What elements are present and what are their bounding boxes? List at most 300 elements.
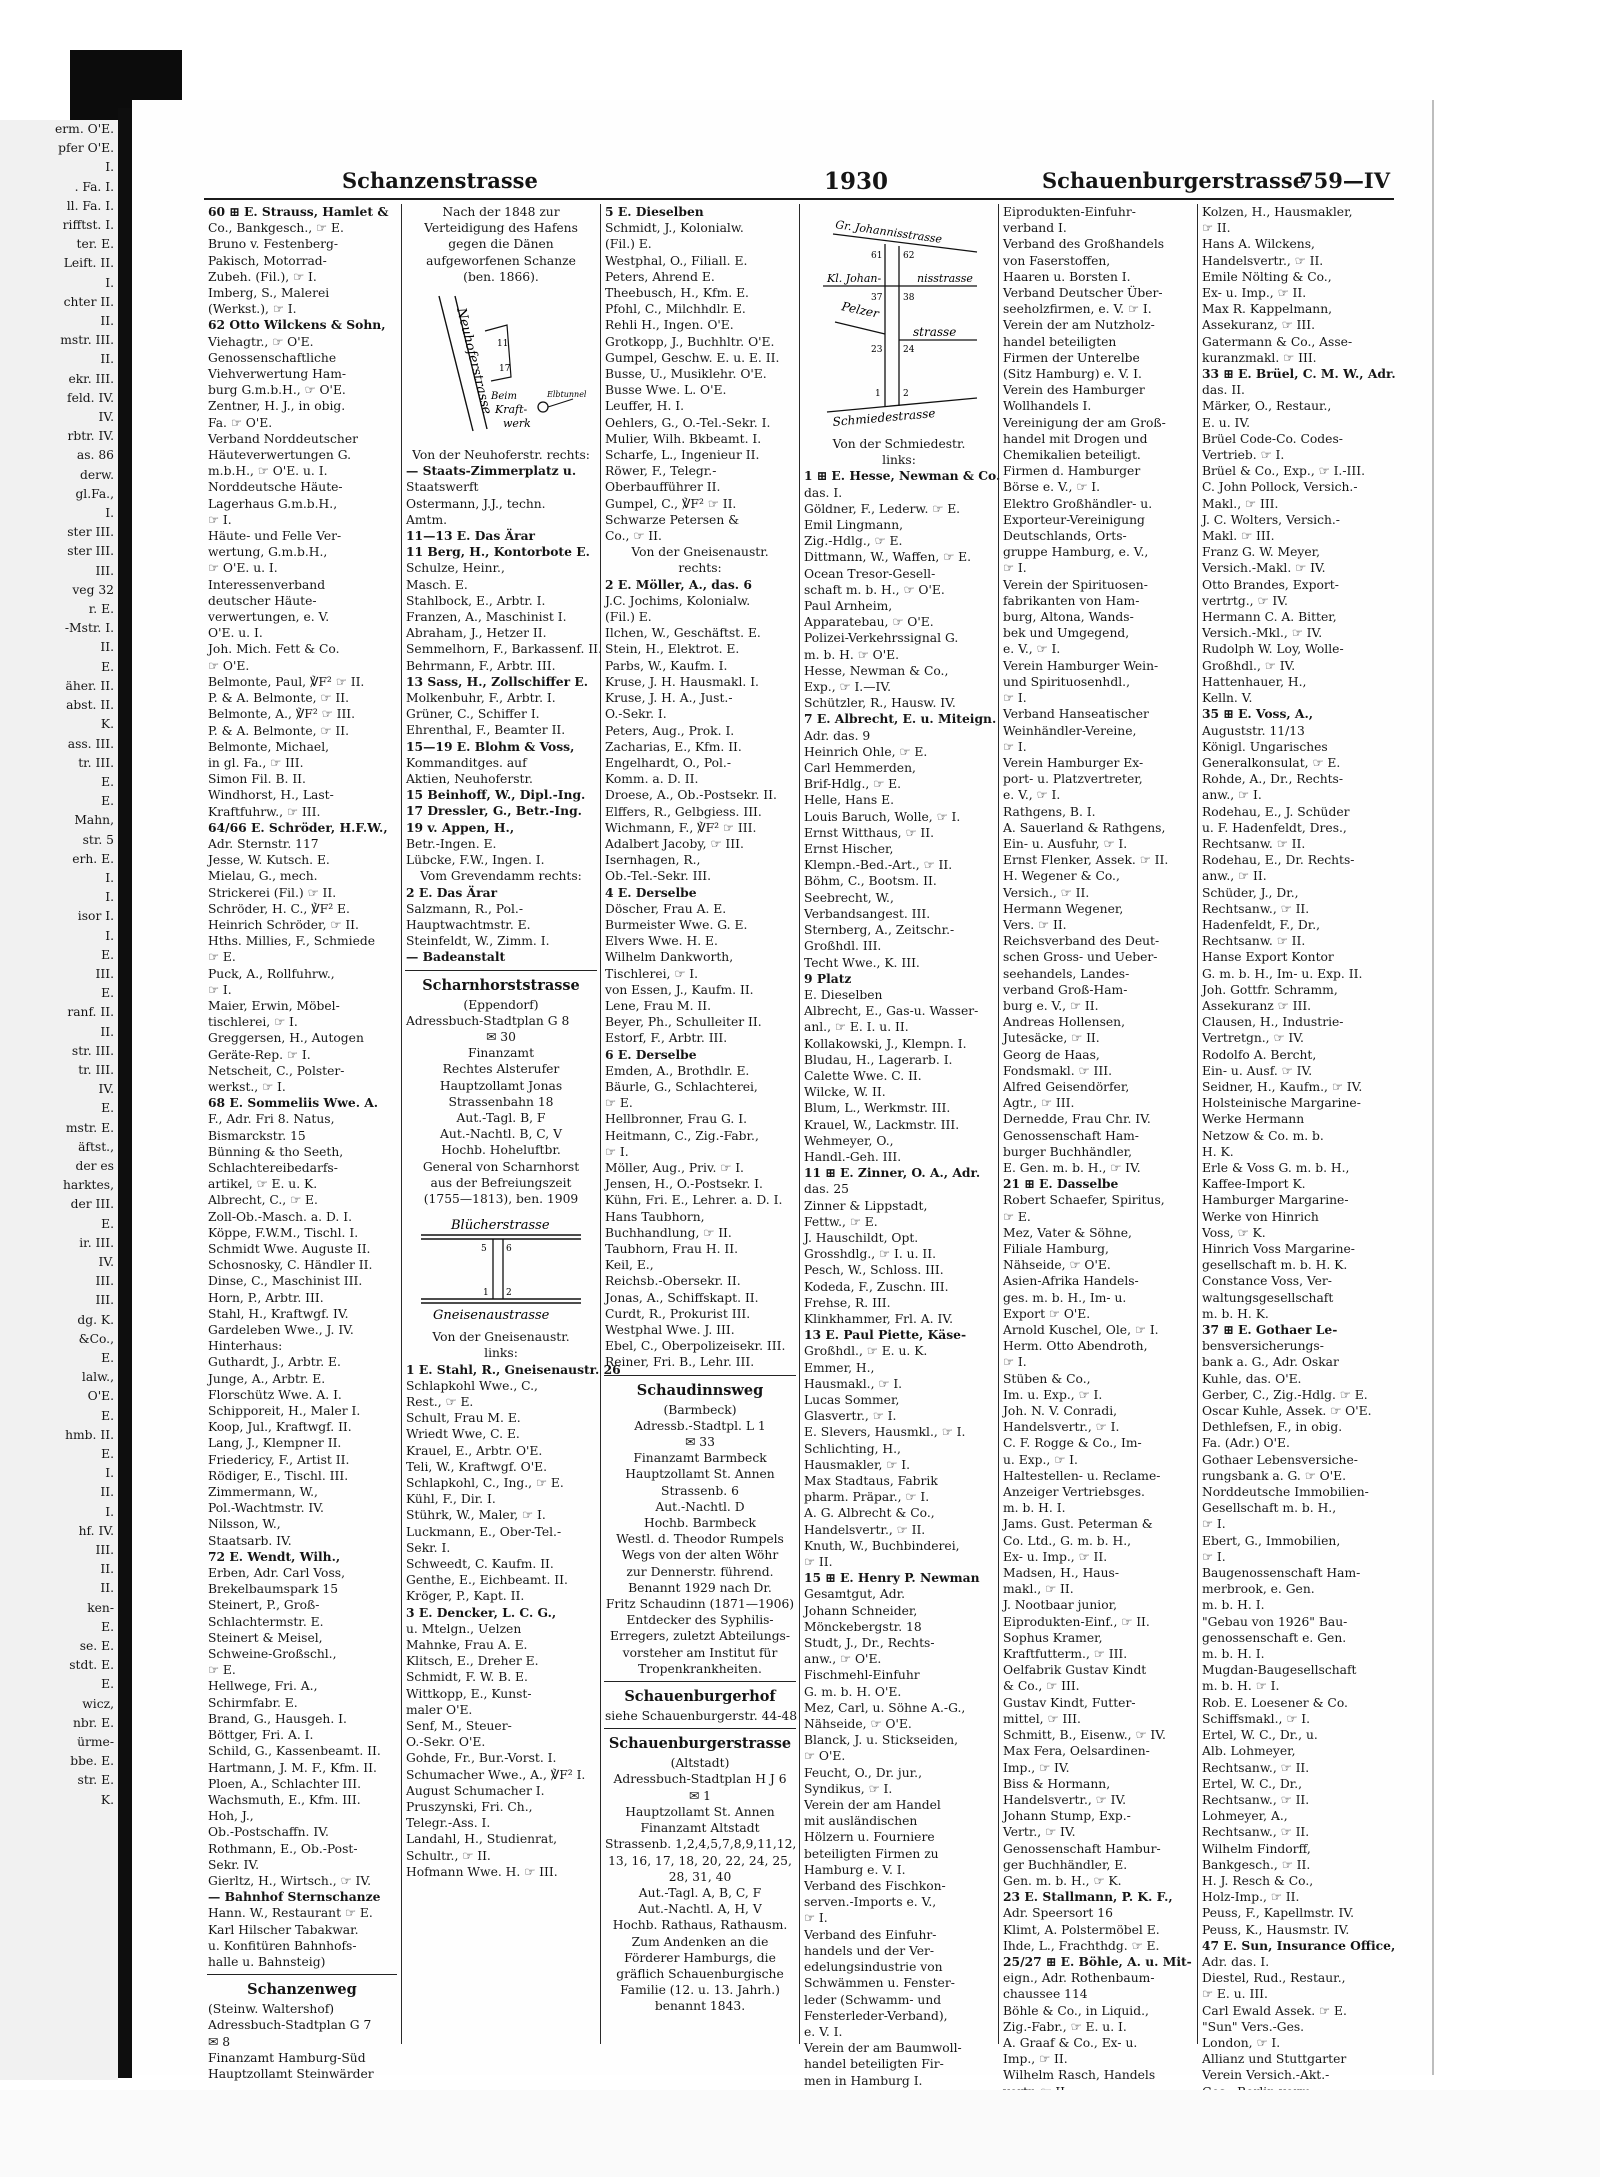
directory-entry: Schiffsmakl., ☞ I.: [1202, 1711, 1311, 1726]
directory-entry: Exp., ☞ I.—IV.: [804, 680, 892, 695]
directory-entry: Molkenbuhr, F., Arbtr. I.: [406, 691, 556, 706]
fragment-line: hf. IV.: [78, 1523, 114, 1538]
fragment-line: I.: [105, 506, 114, 521]
centered-note: Hochb. Rathaus, Rathausm.: [612, 1918, 788, 1933]
directory-entry: Rodehau, E., J. Schüder: [1202, 804, 1350, 819]
svg-text:1: 1: [875, 389, 881, 399]
directory-entry: 11 ⊞ E. Zinner, O. A., Adr.: [804, 1165, 981, 1181]
directory-entry: Brand, G., Hausgeh. I.: [208, 1711, 347, 1726]
directory-entry: Bismarckstr. 15: [208, 1128, 306, 1143]
directory-entry: Max Stadtaus, Fabrik: [804, 1474, 938, 1488]
directory-entry: G. m. b. H. O'E.: [804, 1684, 902, 1699]
directory-entry: A. Sauerland & Rathgens,: [1003, 820, 1166, 835]
fragment-line: isor I.: [77, 909, 114, 924]
directory-entry: Kruse, J. H. Hausmakl. I.: [605, 674, 759, 689]
directory-entry: Knuth, W., Buchbinderei,: [804, 1538, 960, 1553]
centered-note: ✉ 33: [685, 1435, 715, 1450]
directory-entry: 9 Platz: [804, 970, 852, 986]
fragment-line: ll. Fa. I.: [66, 198, 114, 213]
directory-entry: Klinkhammer, Frl. A. IV.: [804, 1311, 953, 1326]
directory-entry: Imp., ☞ IV.: [1003, 1760, 1070, 1775]
centered-note: Aut.-Nachtl. B, C, V: [440, 1127, 562, 1142]
fragment-line: gl.Fa.,: [75, 486, 114, 501]
fragment-line: III.: [95, 563, 114, 578]
directory-entry: 62 Otto Wilckens & Sohn,: [208, 317, 386, 333]
fragment-line: veg 32: [72, 582, 114, 597]
street-section-title: Schauenburgerhof: [624, 1688, 776, 1706]
column-5: [998, 204, 1197, 2083]
directory-entry: Schumacher Wwe., A., ℣F² I.: [406, 1767, 586, 1782]
svg-text:Blücherstrasse: Blücherstrasse: [451, 1218, 550, 1234]
directory-entry: Theebusch, H., Kfm. E.: [605, 286, 749, 301]
svg-text:11: 11: [497, 339, 509, 350]
directory-entry: Börse e. V., ☞ I.: [1003, 480, 1101, 495]
directory-entry: Kruse, J. H. A., Just.-: [605, 691, 733, 706]
directory-entry: Export ☞ O'E.: [1003, 1306, 1091, 1321]
directory-entry: Elvers Wwe. H. E.: [605, 934, 718, 949]
directory-entry: Versich.-Mkl., ☞ IV.: [1202, 626, 1323, 641]
directory-entry: Taubhorn, Frau H. II.: [605, 1242, 739, 1256]
directory-entry: Ebel, C., Oberpolizeisekr. III.: [605, 1339, 786, 1354]
directory-entry: mittel, ☞ III.: [1003, 1711, 1081, 1726]
centered-note: Verteidigung des Hafens: [424, 221, 578, 236]
directory-entry: Gatermann & Co., Asse-: [1202, 334, 1353, 349]
directory-entry: Puck, A., Rollfuhrw.,: [208, 966, 335, 981]
fragment-line: -Mstr. I.: [64, 621, 114, 636]
directory-entry: Werke Hermann: [1202, 1112, 1305, 1127]
directory-entry: Alb. Lohmeyer,: [1202, 1744, 1296, 1759]
directory-entry: Ostermann, J.J., techn.: [406, 496, 546, 511]
fragment-line: erh. E.: [72, 851, 114, 866]
street-section-title: Schaudinnsweg: [636, 1381, 764, 1399]
svg-text:5: 5: [481, 1244, 487, 1255]
directory-entry: 25/27 ⊞ E. Böhle, A. u. Mit-: [1003, 1953, 1192, 1969]
centered-note: General von Scharnhorst: [422, 1159, 580, 1174]
page-number: 759—IV: [1299, 168, 1390, 193]
centered-note: aufgeworfenen Schanze: [426, 253, 576, 268]
centered-note: 28, 31, 40: [668, 1869, 732, 1884]
directory-entry: 37 ⊞ E. Gothaer Le-: [1202, 1322, 1338, 1338]
directory-entry: Rechtsanw., ☞ II.: [1202, 1792, 1310, 1807]
directory-entry: Biss & Hormann,: [1003, 1776, 1111, 1791]
directory-entry: Filiale Hamburg,: [1003, 1242, 1109, 1256]
directory-entry: Genossenschaft Ham-: [1003, 1128, 1139, 1143]
directory-entry: Teli, W., Kraftwgf. O'E.: [406, 1459, 547, 1474]
directory-entry: Hellwege, Fri. A.,: [208, 1679, 318, 1694]
directory-entry: e. V., ☞ I.: [1003, 642, 1061, 657]
directory-entry: 47 E. Sun, Insurance Office,: [1202, 1937, 1396, 1953]
directory-entry: Helle, Hans E.: [804, 793, 895, 808]
directory-entry: Verband des Einfuhr-: [804, 1927, 937, 1942]
directory-entry: Mugdan-Baugesellschaft: [1202, 1663, 1357, 1678]
directory-entry: m. b. H. K.: [1202, 1306, 1269, 1321]
fragment-line: r. E.: [88, 602, 114, 617]
fragment-line: E.: [101, 659, 114, 674]
centered-note: rechts:: [678, 561, 722, 576]
directory-entry: Jesse, W. Kutsch. E.: [208, 853, 330, 868]
directory-entry: Fischmehl-Einfuhr: [804, 1668, 920, 1683]
fragment-line: Mahn,: [74, 813, 114, 828]
fragment-line: mstr. III.: [60, 333, 114, 348]
directory-entry: Salzmann, R., Pol.-: [406, 901, 523, 916]
directory-entry: Hermann Wegener,: [1003, 901, 1124, 916]
svg-text:Kl. Johan-: Kl. Johan-: [827, 272, 882, 285]
directory-entry: Grüner, C., Schiffer I.: [406, 707, 540, 722]
directory-entry: Senf, M., Steuer-: [406, 1719, 512, 1734]
directory-entry: makl., ☞ II.: [1003, 1582, 1074, 1597]
map-neuhoferstrasse-label: Neuhoferstrasse: [453, 306, 495, 417]
fragment-line: der III.: [70, 1197, 114, 1212]
directory-entry: Ob.-Tel.-Sekr. III.: [605, 869, 712, 884]
directory-entry: 23 E. Stallmann, P. K. F.,: [1003, 1889, 1173, 1905]
directory-entry: Mulier, Wilh. Bkbeamt. I.: [605, 431, 762, 446]
directory-entry: Luckmann, E., Ober-Tel.-: [406, 1524, 562, 1539]
directory-entry: Emden, A., Brothdlr. E.: [605, 1063, 750, 1078]
directory-entry: Zimmermann, W.,: [208, 1485, 318, 1500]
directory-entry: Komm. a. D. II.: [605, 772, 699, 787]
directory-entry: & Co., ☞ III.: [1003, 1679, 1080, 1694]
directory-entry: Apparatebau, ☞ O'E.: [804, 615, 934, 630]
directory-entry: schaft m. b. H., ☞ O'E.: [804, 582, 945, 597]
directory-entry: Frehse, R. III.: [804, 1295, 891, 1310]
directory-entry: Krauel, W., Lackmstr. III.: [804, 1117, 960, 1132]
directory-entry: Rathgens, B. I.: [1003, 804, 1096, 819]
centered-note: Erregers, zuletzt Abteilungs-: [609, 1629, 791, 1644]
directory-entry: Guthardt, J., Arbtr. E.: [208, 1355, 341, 1370]
centered-note: Westl. d. Theodor Rumpels: [616, 1532, 784, 1547]
directory-entry: Holsteinische Margarine-: [1202, 1096, 1361, 1111]
directory-entry: Rest., ☞ E.: [406, 1394, 474, 1409]
directory-entry: Hanse Export Kontor: [1202, 950, 1334, 965]
directory-entry: Verein des Hamburger: [1003, 383, 1145, 398]
directory-entry: Holz-Imp., ☞ II.: [1202, 1890, 1300, 1905]
directory-entry: Max Fera, Oelsardinen-: [1003, 1744, 1150, 1759]
centered-note: Wegs von der alten Wöhr: [621, 1548, 779, 1563]
directory-entry: Calette Wwe. C. II.: [804, 1068, 922, 1083]
book-spine: [118, 108, 132, 2078]
directory-entry: gruppe Hamburg, e. V.,: [1003, 545, 1149, 560]
directory-entry: Hofmann Wwe. H. ☞ III.: [406, 1864, 558, 1879]
directory-entry: Simon Fil. B. II.: [208, 772, 306, 787]
directory-entry: 11 Berg, H., Kontorbote E.: [406, 544, 590, 560]
directory-entry: Stahlbock, E., Arbtr. I.: [406, 593, 546, 608]
directory-entry: Syndikus, ☞ I.: [804, 1781, 893, 1796]
directory-entry: Pol.-Wachtmstr. IV.: [208, 1501, 324, 1516]
centered-note: Finanzamt Altstadt: [640, 1821, 760, 1836]
directory-entry: Kraftfutterm., ☞ III.: [1003, 1647, 1128, 1662]
directory-entry: Kühl, F., Dir. I.: [406, 1492, 496, 1507]
directory-entry: Buchhandlung, ☞ II.: [605, 1225, 732, 1240]
directory-entry: H. J. Resch & Co.,: [1202, 1873, 1314, 1888]
directory-entry: 13 Sass, H., Zollschiffer E.: [406, 673, 588, 689]
fragment-line: I.: [105, 160, 114, 175]
directory-entry: Eiprodukten-Einfuhr-: [1003, 205, 1136, 219]
fragment-line: E.: [101, 947, 114, 962]
directory-entry: gesellschaft m. b. H. K.: [1202, 1258, 1348, 1273]
directory-entry: Hölzern u. Fourniere: [804, 1830, 935, 1845]
fragment-line: dg. K.: [77, 1312, 114, 1327]
directory-entry: Möller, Aug., Priv. ☞ I.: [605, 1160, 744, 1175]
svg-text:1: 1: [483, 1288, 489, 1299]
directory-entry: u. Konfitüren Bahnhofs-: [208, 1938, 357, 1953]
directory-entry: Oehlers, G., O.-Tel.-Sekr. I.: [605, 415, 771, 430]
directory-entry: F., Adr. Fri 8. Natus,: [208, 1112, 335, 1127]
directory-entry: Hauptzollamt Steinwärder: [208, 2066, 374, 2081]
svg-text:Pelzer: Pelzer: [840, 299, 881, 321]
directory-entry: in gl. Fa., ☞ III.: [208, 755, 304, 770]
fragment-line: II.: [100, 314, 114, 329]
directory-entry: Beyer, Ph., Schulleiter II.: [605, 1015, 762, 1030]
directory-entry: Gustav Kindt, Futter-: [1003, 1695, 1136, 1710]
directory-entry: Eiprodukten-Einf., ☞ II.: [1003, 1614, 1150, 1629]
centered-note: Entdecker des Syphilis-: [626, 1613, 774, 1628]
directory-entry: Verband Norddeutscher: [208, 431, 359, 446]
directory-entry: Glasvertr., ☞ I.: [804, 1409, 897, 1424]
fragment-line: E.: [101, 1447, 114, 1462]
fragment-line: ter. E.: [76, 237, 114, 252]
fragment-line: stdt. E.: [69, 1658, 114, 1673]
directory-entry: O.-Sekr. O'E.: [406, 1735, 486, 1750]
directory-entry: Haaren u. Borsten I.: [1003, 269, 1131, 284]
directory-entry: 33 ⊞ E. Brüel, C. M. W., Adr.: [1202, 366, 1396, 382]
directory-entry: Ebert, G., Immobilien,: [1202, 1533, 1341, 1548]
directory-entry: Imp., ☞ II.: [1003, 2052, 1068, 2067]
directory-entry: — Staats-Zimmerplatz u.: [406, 463, 577, 479]
directory-entry: Gardeleben Wwe., J. IV.: [208, 1323, 354, 1338]
directory-entry: genossenschaft e. Gen.: [1202, 1630, 1347, 1645]
directory-entry: Schulze, Heinr.,: [406, 561, 505, 576]
centered-note: benannt 1843.: [654, 1999, 746, 2014]
directory-entry: Hesse, Newman & Co.,: [804, 663, 949, 678]
page-header: [204, 162, 1394, 200]
directory-entry: Kaffee-Import K.: [1202, 1177, 1306, 1192]
fragment-line: wicz,: [82, 1696, 114, 1711]
directory-entry: London, ☞ I.: [1202, 2035, 1281, 2050]
svg-text:6: 6: [506, 1244, 512, 1255]
fragment-line: I.: [105, 928, 114, 943]
street-section-title: Scharnhorststrasse: [422, 976, 580, 994]
directory-entry: Maier, Erwin, Möbel-: [208, 998, 340, 1013]
fragment-line: ster III.: [67, 525, 114, 540]
directory-entry: Sternberg, A., Zeitschr.-: [804, 923, 955, 938]
directory-entry: Grotkopp, J., Buchhltr. O'E.: [605, 334, 775, 349]
directory-entry: A. Graaf & Co., Ex- u.: [1003, 2035, 1138, 2050]
directory-entry: Vereinigung der am Groß-: [1003, 415, 1166, 430]
directory-entry: Haltestellen- u. Reclame-: [1003, 1468, 1161, 1483]
directory-entry: Nähseide, ☞ O'E.: [804, 1717, 912, 1732]
directory-entry: Schmidt, F. W. B. E.: [406, 1670, 528, 1685]
directory-entry: Viehverwertung Ham-: [208, 367, 347, 382]
directory-entry: P. & A. Belmonte, ☞ II.: [208, 691, 349, 706]
directory-entry: ☞ I.: [208, 512, 232, 527]
directory-entry: Elffers, R., Gelbgiess. III.: [605, 804, 762, 819]
directory-entry: 11—13 E. Das Ärar: [406, 528, 536, 544]
directory-entry: Albrecht, C., ☞ E.: [208, 1193, 318, 1208]
centered-note: aus der Befreiungszeit: [430, 1175, 572, 1190]
fragment-line: E.: [101, 1619, 114, 1634]
centered-note: Von der Schmiedestr.: [832, 437, 966, 451]
directory-entry: Schlapkohl, C., Ing., ☞ E.: [406, 1475, 564, 1490]
directory-entry: Verein Versich.-Akt.-: [1202, 2068, 1330, 2083]
directory-entry: Isernhagen, R.,: [605, 853, 701, 868]
fragment-line: III.: [95, 1274, 114, 1289]
fragment-line: E.: [101, 1101, 114, 1116]
directory-entry: Junge, A., Arbtr. E.: [208, 1371, 326, 1386]
directory-entry: verband I.: [1003, 221, 1067, 236]
directory-entry: 17 Dressler, G., Betr.-Ing.: [406, 803, 582, 819]
directory-entry: Wehmeyer, O.,: [804, 1133, 894, 1148]
directory-entry: Robert Schaefer, Spiritus,: [1003, 1193, 1165, 1208]
directory-entry: Verein der Spirituosen-: [1003, 577, 1148, 592]
directory-entry: Finanzamt Hamburg-Süd: [208, 2050, 366, 2065]
directory-entry: — Badeanstalt: [406, 949, 506, 965]
directory-entry: ☞ I.: [1003, 561, 1027, 576]
directory-entry: Semmelhorn, F., Barkassenf. II.: [406, 642, 602, 657]
directory-entry: Hamburger Margarine-: [1202, 1193, 1349, 1208]
directory-entry: Firmen der Unterelbe: [1003, 350, 1140, 365]
directory-entry: Fettw., ☞ E.: [804, 1214, 878, 1229]
directory-entry: Peuss, K., Hausmstr. IV.: [1202, 1922, 1350, 1937]
directory-entry: Clausen, H., Industrie-: [1202, 1015, 1344, 1030]
directory-entry: Jams. Gust. Peterman &: [1003, 1517, 1153, 1532]
directory-entry: chaussee 114: [1003, 1987, 1088, 2002]
directory-entry: ☞ E.: [208, 1663, 236, 1678]
directory-entry: handel mit Drogen und: [1003, 431, 1148, 446]
directory-entry: Schweine-Großschl.,: [208, 1647, 337, 1662]
directory-entry: Jonas, A., Schiffskapt. II.: [605, 1290, 759, 1305]
column-1: [204, 204, 400, 2081]
fragment-line: O'E.: [87, 1389, 114, 1404]
directory-entry: Schlapkohl Wwe., C.,: [406, 1378, 538, 1393]
directory-entry: m. b. H. ☞ O'E.: [804, 647, 899, 662]
directory-entry: Gesellschaft m. b. H.,: [1202, 1501, 1337, 1516]
column-4: [799, 204, 1001, 2088]
directory-entry: Makl., ☞ III.: [1202, 496, 1279, 511]
directory-entry: A. G. Albrecht & Co.,: [804, 1506, 935, 1521]
centered-note: Hauptzollamt St. Annen: [625, 1804, 775, 1819]
directory-entry: Stüben & Co.,: [1003, 1371, 1091, 1386]
directory-entry: serven.-Imports e. V.,: [804, 1895, 937, 1910]
directory-entry: Rechtsanw. ☞ II.: [1202, 836, 1306, 851]
directory-entry: Häute- und Felle Ver-: [208, 529, 342, 544]
centered-note: Hauptzollamt Jonas: [439, 1078, 563, 1093]
directory-entry: ☞ E. u. III.: [1202, 1987, 1268, 2002]
directory-entry: Schipporeit, H., Maler I.: [208, 1404, 361, 1419]
svg-text:17: 17: [499, 364, 511, 375]
svg-text:Gr. Johannisstrasse: Gr. Johannisstrasse: [834, 218, 943, 246]
directory-entry: ☞ O'E. u. I.: [208, 561, 278, 576]
directory-entry: Steinert, P., Groß-: [208, 1598, 320, 1613]
directory-entry: (Sitz Hamburg) e. V. I.: [1003, 367, 1142, 382]
directory-entry: Wriedt Wwe, C. E.: [406, 1427, 520, 1442]
centered-note: Zum Andenken an die: [631, 1934, 769, 1949]
directory-entry: Max R. Kappelmann,: [1202, 302, 1333, 317]
directory-entry: Rohde, A., Dr., Rechts-: [1202, 772, 1344, 787]
directory-entry: handel beteiligten: [1003, 334, 1117, 349]
directory-entry: burg G.m.b.H., ☞ O'E.: [208, 383, 346, 398]
directory-entry: kuranzmakl. ☞ III.: [1202, 350, 1317, 365]
directory-entry: handel beteiligten Fir-: [804, 2057, 944, 2072]
directory-entry: Genossenschaft Hambur-: [1003, 1841, 1161, 1856]
directory-entry: E. Dieselben: [804, 987, 883, 1002]
centered-note: Strassenbahn 18: [448, 1094, 554, 1109]
directory-entry: verwertungen, e. V.: [208, 610, 330, 625]
directory-entry: Weinhändler-Vereine,: [1003, 723, 1137, 738]
directory-entry: Schmitt, B., Eisenw., ☞ IV.: [1003, 1728, 1166, 1743]
directory-entry: Oberbaufführer II.: [605, 480, 721, 495]
directory-entry: Rodehau, E., Dr. Rechts-: [1202, 853, 1355, 868]
directory-entry: Asien-Afrika Handels-: [1003, 1274, 1139, 1289]
directory-entry: Hinterhaus:: [208, 1339, 283, 1354]
directory-entry: Tischlerei, ☞ I.: [605, 966, 699, 981]
directory-entry: Hoh, J.,: [208, 1809, 254, 1824]
fragment-line: Leift. II.: [63, 256, 114, 271]
directory-entry: Albrecht, E., Gas-u. Wasser-: [804, 1004, 979, 1019]
fragment-line: E.: [101, 774, 114, 789]
directory-entry: Wachsmuth, E., Kfm. III.: [208, 1792, 361, 1807]
directory-entry: Ernst Witthaus, ☞ II.: [804, 825, 935, 840]
directory-entry: Gohde, Fr., Bur.-Vorst. I.: [406, 1751, 557, 1766]
directory-entry: Emil Lingmann,: [804, 518, 904, 533]
fragment-line: derw.: [79, 467, 114, 482]
directory-entry: Gumpel, C., ℣F² ☞ II.: [605, 496, 737, 511]
directory-entry: Rob. E. Loesener & Co.: [1202, 1695, 1348, 1710]
directory-entry: Jutesäcke, ☞ II.: [1003, 1031, 1100, 1046]
directory-entry: Peuss, F., Kapellmstr. IV.: [1202, 1906, 1354, 1921]
directory-entry: bank a. G., Adr. Oskar: [1202, 1355, 1339, 1370]
directory-entry: Ocean Tresor-Gesell-: [804, 566, 936, 581]
directory-entry: Johann Stump, Exp.-: [1003, 1809, 1131, 1824]
scan-margin: [0, 2090, 1600, 2177]
directory-entry: Versich., ☞ II.: [1003, 885, 1090, 900]
directory-entry: Reichsverband des Deut-: [1003, 934, 1160, 949]
directory-entry: Verband Deutscher Über-: [1003, 286, 1163, 301]
directory-entry: tischlerei, ☞ I.: [208, 1015, 298, 1030]
directory-entry: Belmonte, A., ℣F² ☞ III.: [208, 707, 356, 722]
directory-entry: Hans Taubhorn,: [605, 1209, 705, 1224]
directory-entry: Viehagtr., ☞ O'E.: [208, 334, 314, 349]
directory-entry: Techt Wwe., K. III.: [804, 955, 920, 970]
directory-entry: Sekr. I.: [406, 1540, 451, 1555]
directory-entry: Brif-Hdlg., ☞ E.: [804, 777, 902, 792]
fragment-line: &Co.,: [78, 1331, 114, 1346]
centered-note: (Eppendorf): [463, 997, 539, 1012]
directory-entry: Rechtsanw., ☞ II.: [1202, 1760, 1310, 1775]
fragment-line: erm. O'E.: [55, 122, 114, 136]
directory-entry: Telegr.-Ass. I.: [406, 1816, 491, 1831]
fragment-line: E.: [101, 1216, 114, 1231]
centered-note: Aut.-Nachtl. D: [655, 1499, 745, 1514]
directory-entry: Heinrich Ohle, ☞ E.: [804, 744, 928, 759]
directory-entry: Estorf, F., Arbtr. III.: [605, 1031, 728, 1046]
centered-note: Von der Gneisenaustr.: [432, 1330, 570, 1345]
street-map: [411, 291, 591, 441]
centered-note: Hochb. Hoheluftbr.: [441, 1143, 561, 1158]
directory-entry: Brekelbaumspark 15: [208, 1582, 339, 1597]
directory-entry: ☞ I.: [1003, 739, 1027, 754]
centered-note: (Barmbeck): [663, 1402, 737, 1417]
directory-entry: Joh. N. V. Conradi,: [1003, 1404, 1118, 1419]
directory-entry: Steinfeldt, W., Zimm. I.: [406, 934, 550, 949]
directory-entry: Burmeister Wwe. G. E.: [605, 917, 748, 932]
directory-entry: 72 E. Wendt, Wilh.,: [208, 1548, 341, 1564]
directory-entry: Stahl, H., Kraftwgf. IV.: [208, 1306, 349, 1321]
directory-entry: Göldner, F., Lederw. ☞ E.: [804, 501, 961, 516]
directory-entry: E. u. IV.: [1202, 415, 1251, 430]
directory-entry: Gesamtgut, Adr.: [804, 1587, 906, 1602]
fragment-line: I.: [105, 1466, 114, 1481]
directory-entry: Lene, Frau M. II.: [605, 998, 712, 1013]
